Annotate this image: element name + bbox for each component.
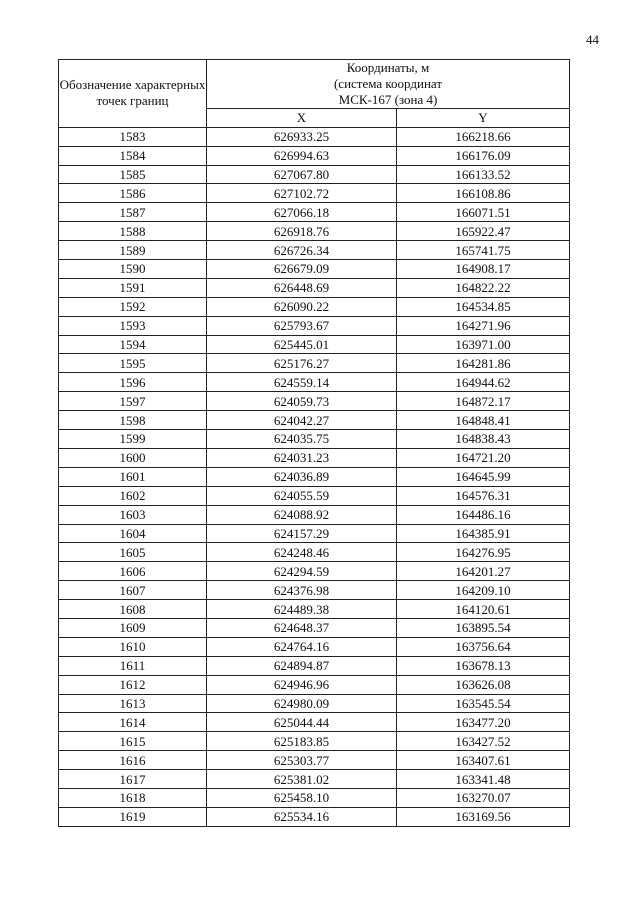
header-x: X — [207, 109, 397, 128]
table-row — [59, 184, 570, 203]
point-cell: 1606 — [59, 562, 207, 581]
table-row — [59, 600, 570, 619]
point-cell: 1593 — [59, 316, 207, 335]
y-cell: 165741.75 — [397, 241, 570, 260]
point-cell: 1616 — [59, 751, 207, 770]
point-cell: 1583 — [59, 127, 207, 146]
y-cell: 166071.51 — [397, 203, 570, 222]
y-cell: 163626.08 — [397, 675, 570, 694]
table-row — [59, 222, 570, 241]
header-y: Y — [397, 109, 570, 128]
table-row — [59, 618, 570, 637]
y-cell: 164721.20 — [397, 448, 570, 467]
header-coordinates — [207, 60, 570, 109]
x-cell: 626679.09 — [207, 260, 397, 279]
point-cell: 1604 — [59, 524, 207, 543]
y-cell: 166176.09 — [397, 146, 570, 165]
point-cell: 1607 — [59, 581, 207, 600]
y-cell: 165922.47 — [397, 222, 570, 241]
y-cell: 164209.10 — [397, 581, 570, 600]
x-cell: 627102.72 — [207, 184, 397, 203]
y-cell: 164576.31 — [397, 486, 570, 505]
x-cell: 624031.23 — [207, 448, 397, 467]
y-cell: 163678.13 — [397, 656, 570, 675]
header-point-designation: Обозначение характерных точек границ — [59, 60, 207, 128]
table-row — [59, 373, 570, 392]
point-cell: 1602 — [59, 486, 207, 505]
table-row — [59, 675, 570, 694]
table-row — [59, 165, 570, 184]
point-cell: 1618 — [59, 788, 207, 807]
point-cell: 1586 — [59, 184, 207, 203]
y-cell: 163270.07 — [397, 788, 570, 807]
x-cell: 626994.63 — [207, 146, 397, 165]
point-cell: 1619 — [59, 807, 207, 826]
x-cell: 624894.87 — [207, 656, 397, 675]
y-cell: 163971.00 — [397, 335, 570, 354]
x-cell: 624035.75 — [207, 430, 397, 449]
table-row — [59, 807, 570, 826]
point-cell: 1584 — [59, 146, 207, 165]
x-cell: 625458.10 — [207, 788, 397, 807]
x-cell: 624559.14 — [207, 373, 397, 392]
table-row — [59, 543, 570, 562]
y-cell: 163756.64 — [397, 637, 570, 656]
coordinates-table — [58, 59, 570, 827]
x-cell: 624059.73 — [207, 392, 397, 411]
table-row — [59, 260, 570, 279]
table-row — [59, 448, 570, 467]
x-cell: 626918.76 — [207, 222, 397, 241]
y-cell: 164848.41 — [397, 411, 570, 430]
point-cell: 1585 — [59, 165, 207, 184]
x-cell: 625445.01 — [207, 335, 397, 354]
point-cell: 1608 — [59, 600, 207, 619]
x-cell: 625303.77 — [207, 751, 397, 770]
y-cell: 163169.56 — [397, 807, 570, 826]
page-number: 44 — [586, 32, 599, 47]
table-row — [59, 694, 570, 713]
table-row — [59, 203, 570, 222]
table-row — [59, 411, 570, 430]
x-cell: 624055.59 — [207, 486, 397, 505]
y-cell: 163895.54 — [397, 618, 570, 637]
table-row — [59, 486, 570, 505]
x-cell: 625176.27 — [207, 354, 397, 373]
y-cell: 164534.85 — [397, 297, 570, 316]
point-cell: 1615 — [59, 732, 207, 751]
y-cell: 164486.16 — [397, 505, 570, 524]
header-coordinates-line1: Координаты, м — [346, 60, 430, 75]
header-coordinates-line3: МСК-167 (зона 4) — [338, 92, 438, 107]
point-cell: 1590 — [59, 260, 207, 279]
x-cell: 624248.46 — [207, 543, 397, 562]
x-cell: 624042.27 — [207, 411, 397, 430]
table-row — [59, 297, 570, 316]
point-cell: 1605 — [59, 543, 207, 562]
y-cell: 164908.17 — [397, 260, 570, 279]
table-row — [59, 354, 570, 373]
table-row — [59, 656, 570, 675]
y-cell: 166133.52 — [397, 165, 570, 184]
point-cell: 1595 — [59, 354, 207, 373]
point-cell: 1592 — [59, 297, 207, 316]
table-row — [59, 241, 570, 260]
y-cell: 164822.22 — [397, 278, 570, 297]
table-row — [59, 770, 570, 789]
point-cell: 1599 — [59, 430, 207, 449]
x-cell: 624294.59 — [207, 562, 397, 581]
y-cell: 164281.86 — [397, 354, 570, 373]
x-cell: 624088.92 — [207, 505, 397, 524]
point-cell: 1601 — [59, 467, 207, 486]
y-cell: 166218.66 — [397, 127, 570, 146]
x-cell: 625183.85 — [207, 732, 397, 751]
y-cell: 164385.91 — [397, 524, 570, 543]
point-cell: 1610 — [59, 637, 207, 656]
table-row — [59, 562, 570, 581]
x-cell: 625534.16 — [207, 807, 397, 826]
table-row — [59, 146, 570, 165]
y-cell: 164271.96 — [397, 316, 570, 335]
table-row — [59, 127, 570, 146]
x-cell: 627067.80 — [207, 165, 397, 184]
y-cell: 163341.48 — [397, 770, 570, 789]
x-cell: 624157.29 — [207, 524, 397, 543]
header-coordinates-line2: (система координат — [333, 76, 443, 91]
x-cell: 626448.69 — [207, 278, 397, 297]
point-cell: 1600 — [59, 448, 207, 467]
x-cell: 625793.67 — [207, 316, 397, 335]
y-cell: 164276.95 — [397, 543, 570, 562]
table-row — [59, 335, 570, 354]
y-cell: 164645.99 — [397, 467, 570, 486]
x-cell: 624980.09 — [207, 694, 397, 713]
y-cell: 164944.62 — [397, 373, 570, 392]
point-cell: 1596 — [59, 373, 207, 392]
point-cell: 1597 — [59, 392, 207, 411]
x-cell: 625381.02 — [207, 770, 397, 789]
x-cell: 624946.96 — [207, 675, 397, 694]
x-cell: 626090.22 — [207, 297, 397, 316]
y-cell: 163427.52 — [397, 732, 570, 751]
y-cell: 163545.54 — [397, 694, 570, 713]
x-cell: 627066.18 — [207, 203, 397, 222]
x-cell: 624764.16 — [207, 637, 397, 656]
y-cell: 166108.86 — [397, 184, 570, 203]
x-cell: 626933.25 — [207, 127, 397, 146]
y-cell: 164838.43 — [397, 430, 570, 449]
table-row — [59, 637, 570, 656]
table-row — [59, 751, 570, 770]
x-cell: 624036.89 — [207, 467, 397, 486]
table-row — [59, 505, 570, 524]
point-cell: 1587 — [59, 203, 207, 222]
table-row — [59, 316, 570, 335]
point-cell: 1591 — [59, 278, 207, 297]
y-cell: 164872.17 — [397, 392, 570, 411]
y-cell: 163477.20 — [397, 713, 570, 732]
point-cell: 1589 — [59, 241, 207, 260]
x-cell: 624648.37 — [207, 618, 397, 637]
table-row — [59, 430, 570, 449]
table-row — [59, 732, 570, 751]
table-row — [59, 278, 570, 297]
x-cell: 626726.34 — [207, 241, 397, 260]
table-row — [59, 581, 570, 600]
point-cell: 1614 — [59, 713, 207, 732]
table-row — [59, 392, 570, 411]
point-cell: 1594 — [59, 335, 207, 354]
point-cell: 1611 — [59, 656, 207, 675]
table-row — [59, 524, 570, 543]
x-cell: 624489.38 — [207, 600, 397, 619]
table-body — [59, 127, 570, 826]
point-cell: 1617 — [59, 770, 207, 789]
point-cell: 1588 — [59, 222, 207, 241]
x-cell: 624376.98 — [207, 581, 397, 600]
table-row — [59, 788, 570, 807]
table-row — [59, 467, 570, 486]
point-cell: 1612 — [59, 675, 207, 694]
point-cell: 1613 — [59, 694, 207, 713]
y-cell: 164201.27 — [397, 562, 570, 581]
point-cell: 1609 — [59, 618, 207, 637]
point-cell: 1603 — [59, 505, 207, 524]
y-cell: 163407.61 — [397, 751, 570, 770]
point-cell: 1598 — [59, 411, 207, 430]
table-row — [59, 713, 570, 732]
x-cell: 625044.44 — [207, 713, 397, 732]
y-cell: 164120.61 — [397, 600, 570, 619]
